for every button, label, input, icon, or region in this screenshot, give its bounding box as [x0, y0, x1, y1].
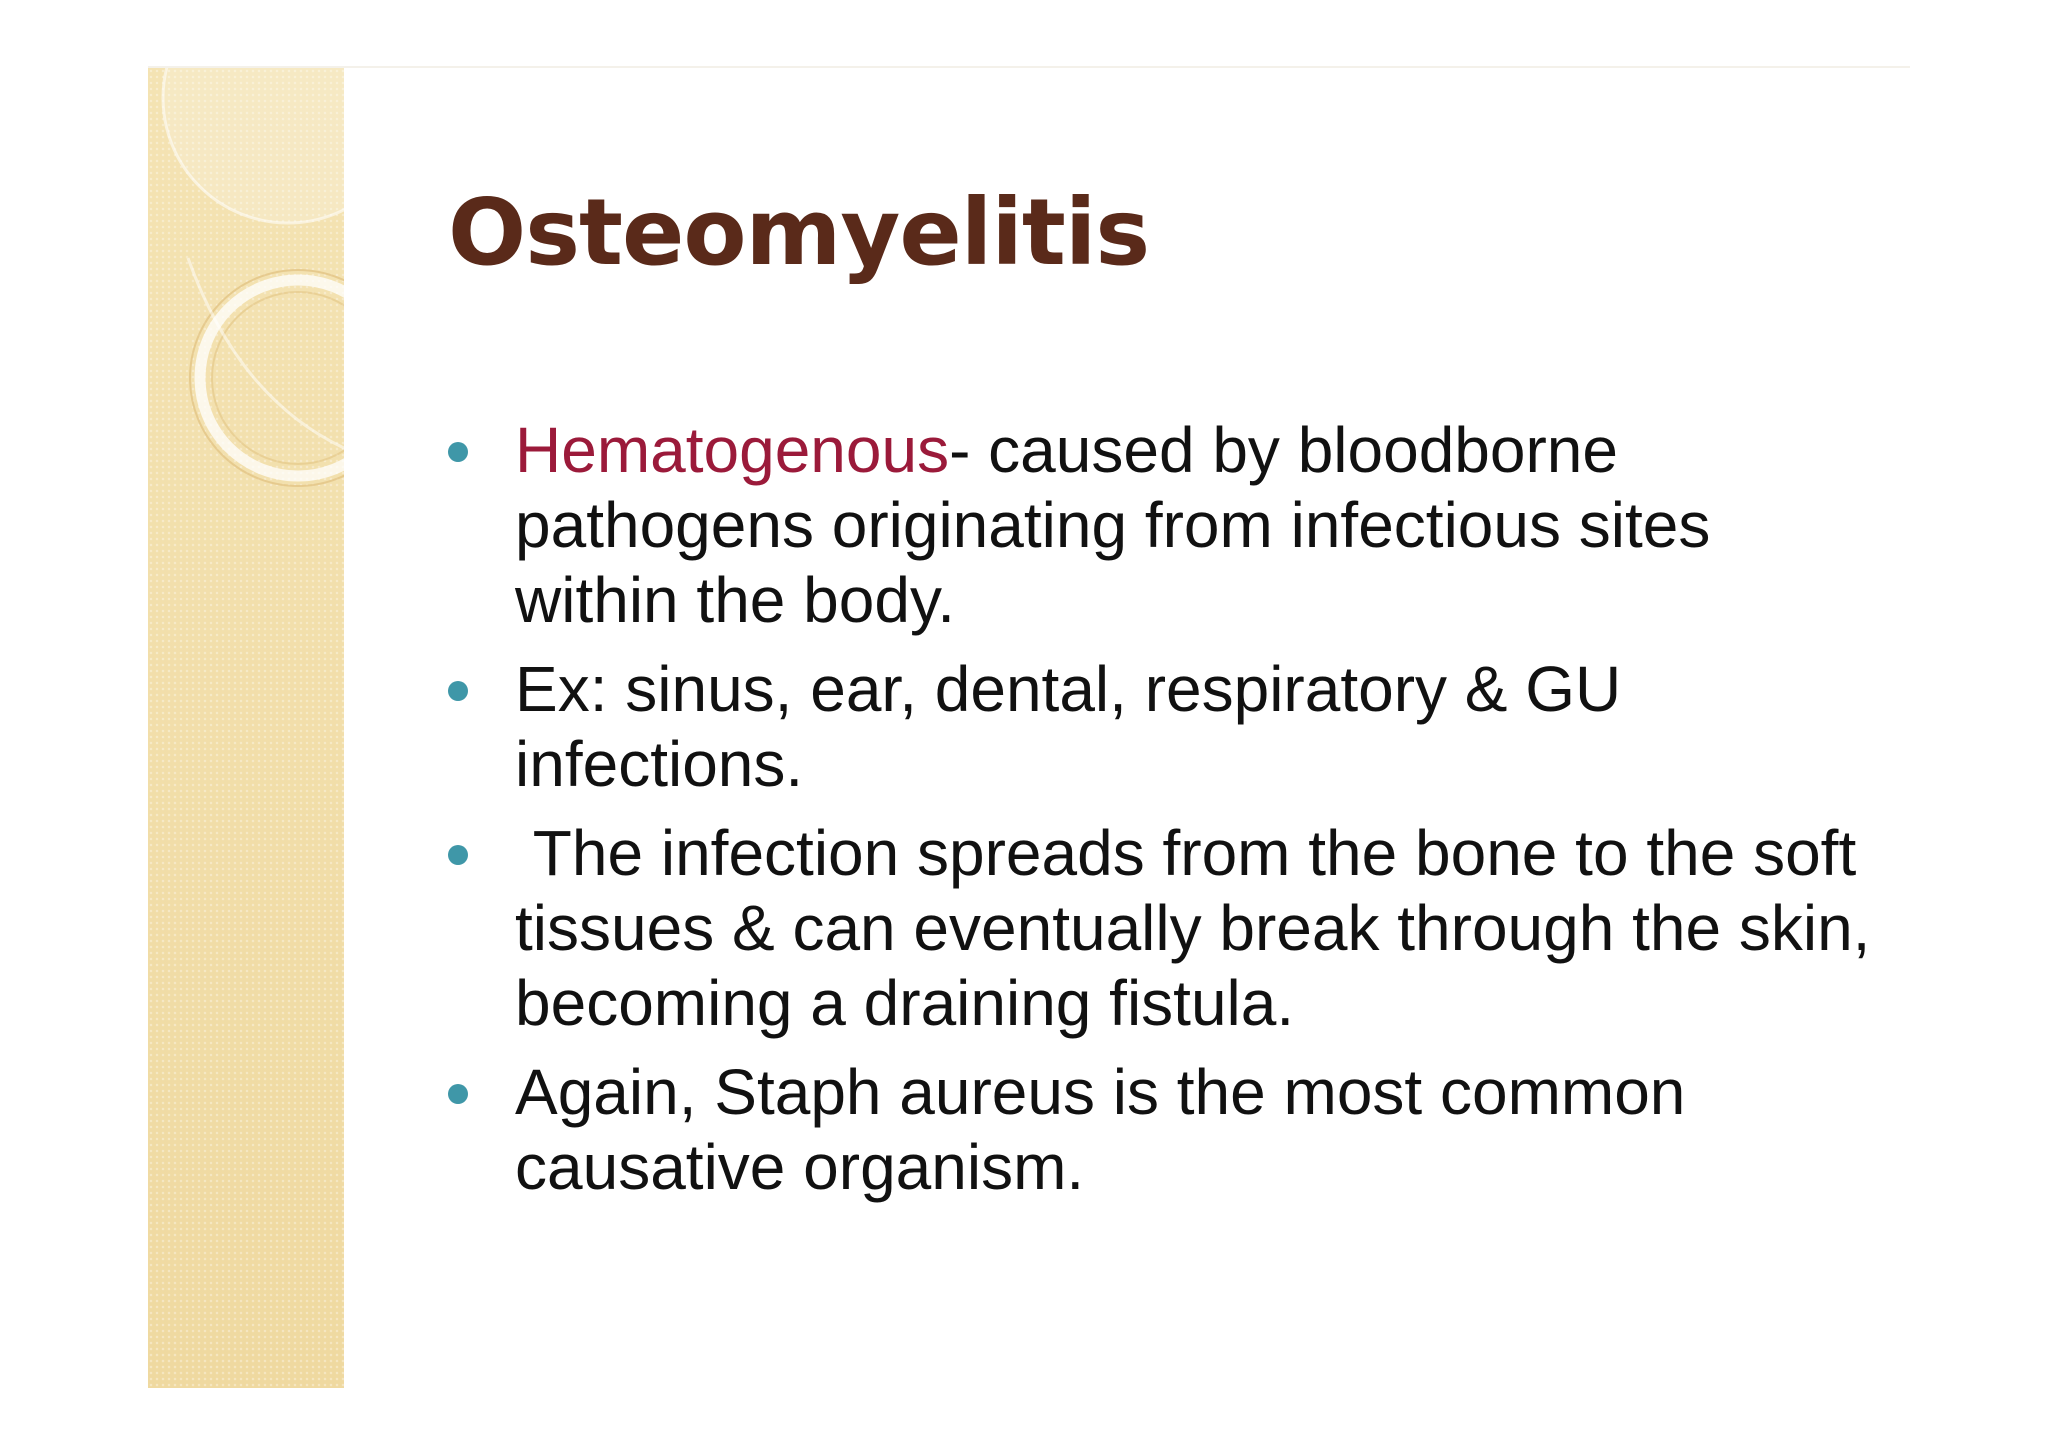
bullet-item-organism	[448, 1055, 1888, 1205]
round-bullet-icon	[448, 681, 468, 701]
bullet-list	[448, 413, 1888, 1219]
bullet-text: Again, Staph aureus is the most common causative organism.	[515, 1056, 1686, 1203]
decorative-sidebar	[148, 68, 344, 1388]
slide	[148, 66, 1910, 1388]
bullet-item-hematogenous	[448, 413, 1888, 638]
circle-rings-decoration-icon	[148, 68, 344, 1388]
round-bullet-icon	[448, 442, 468, 462]
bullet-text: The infection spreads from the bone to the soft tissues & can eventually break through the skin, becoming a draining fistula.	[515, 817, 1889, 1039]
round-bullet-icon	[448, 845, 468, 865]
bullet-item-examples	[448, 652, 1888, 802]
bullet-text: - caused by bloodborne pathogens originating from infectious sites within the body.	[515, 414, 1711, 636]
bullet-text: Ex: sinus, ear, dental, respiratory & GU infections.	[515, 653, 1622, 800]
term-highlight: Hematogenous	[515, 414, 950, 486]
round-bullet-icon	[448, 1084, 468, 1104]
slide-title: Osteomyelitis	[448, 179, 1150, 286]
bullet-item-spread	[448, 816, 1888, 1041]
